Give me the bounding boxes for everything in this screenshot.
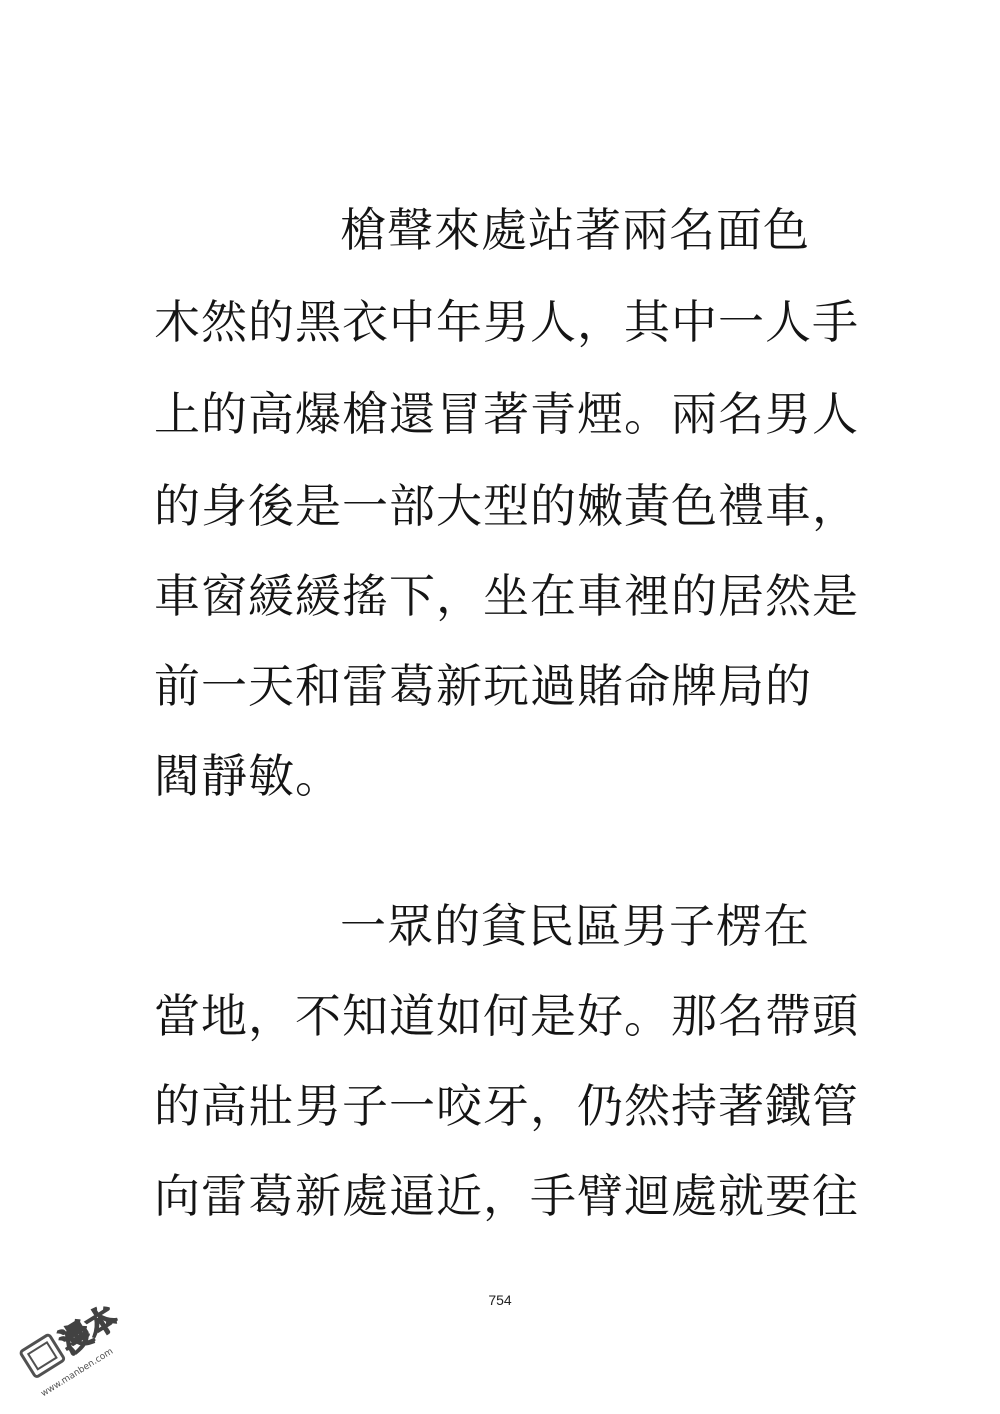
text-line: 車窗緩緩搖下，坐在車裡的居然是 bbox=[154, 569, 859, 623]
manben-logo-icon bbox=[14, 1298, 146, 1402]
text-line: 一眾的貧民區男子楞在 bbox=[340, 899, 810, 953]
page-number: 754 bbox=[488, 1292, 512, 1308]
text-line: 當地，不知道如何是好。那名帶頭 bbox=[154, 989, 859, 1043]
text-line: 槍聲來處站著兩名面色 bbox=[340, 203, 810, 257]
svg-text:www.manben.com: www.manben.com bbox=[39, 1346, 116, 1400]
text-line: 的高壯男子一咬牙，仍然持著鐵管 bbox=[154, 1079, 859, 1133]
svg-text:漫本: 漫本 bbox=[54, 1299, 124, 1362]
text-line: 的身後是一部大型的嫩黃色禮車， bbox=[154, 479, 859, 533]
text-line: 上的高爆槍還冒著青煙。兩名男人 bbox=[154, 387, 859, 441]
text-line: 前一天和雷葛新玩過賭命牌局的 bbox=[154, 659, 812, 713]
text-line: 向雷葛新處逼近，手臂迴處就要往 bbox=[154, 1169, 859, 1223]
text-line: 閻靜敏。 bbox=[154, 749, 342, 803]
text-line: 木然的黑衣中年男人，其中一人手 bbox=[154, 295, 859, 349]
